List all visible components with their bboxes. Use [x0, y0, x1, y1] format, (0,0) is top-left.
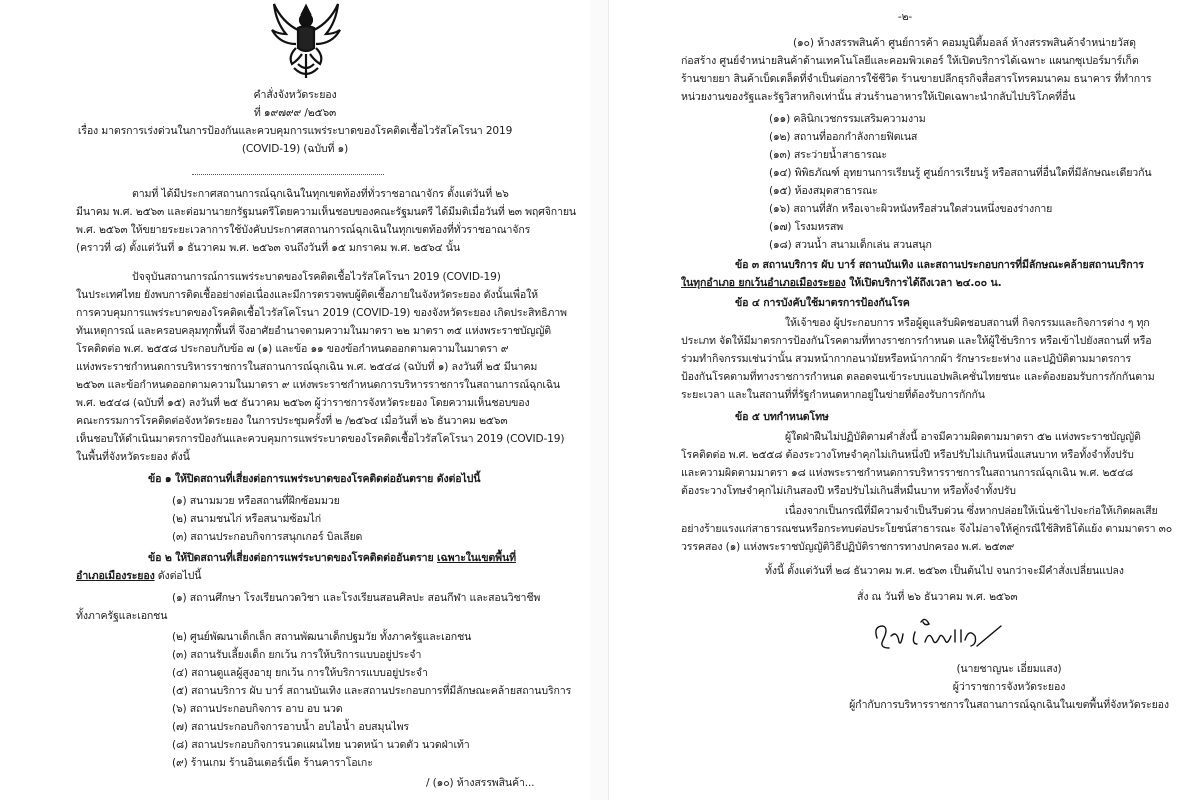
clause-2-item: (๒) ศูนย์พัฒนาเด็กเล็ก สถานพัฒนาเด็กปฐมวัย ทั้งภาครัฐและเอกชน [172, 631, 472, 643]
clause-4-line: ระยะเวลา และในสถานที่ที่รัฐกำหนดหากอยู่ในข่ายที่ต้องรับการกักกัน [681, 389, 985, 401]
order-number: ที่ ๑๙๗๙๙ /๒๕๖๓ [253, 107, 337, 119]
list-item: (๑๘) สวนน้ำ สนามเด็กเล่น สวนสนุก [769, 239, 932, 251]
list-item: (๑๔) พิพิธภัณฑ์ อุทยานการเรียนรู้ ศูนย์การเรียนรู้ หรือสถานที่อื่นใดที่มีลักษณะเดียวกัน [769, 167, 1152, 179]
para2-line: ในประเทศไทย ยังพบการติดเชื้ออย่างต่อเนื่องและมีการตรวจพบผู้ติดเชื้อภายในจังหวัดระยอง ดังนั้นเพื่อให้ [76, 289, 538, 301]
clause-1-item: (๑) สนามมวย หรือสถานที่ฝึกซ้อมมวย [172, 495, 340, 507]
clause-2-heading [148, 551, 516, 565]
para2-line: คณะกรรมการโรคติดต่อจังหวัดระยอง ในการประชุมครั้งที่ ๒ /๒๕๖๔ เมื่อวันที่ ๒๖ ธันวาคม ๒๕๖๓ [76, 415, 508, 427]
para1-line: มีนาคม พ.ศ. ๒๕๖๓ และต่อมานายกรัฐมนตรีโดยความเห็นชอบของคณะรัฐมนตรี ได้มีมติเมื่อวันที่ ๒๓ พฤศจิกายน [76, 206, 577, 218]
clause-2-item: (๘) สถานประกอบกิจการนวดแผนไทย นวดหน้า นวดตัว นวดฝ่าเท้า [172, 739, 470, 751]
para2-line: แห่งพระราชกำหนดการบริหารราชการในสถานการณ์ฉุกเฉิน พ.ศ. ๒๕๔๘ (ฉบับที่ ๑) ลงวันที่ ๒๕ มีนาคม [76, 361, 538, 373]
clause-2-heading-suffix: ดังต่อไปนี้ [154, 570, 202, 582]
clause-2-item: (๓) สถานรับเลี้ยงเด็ก ยกเว้น การให้บริการแบบอยู่ประจำ [172, 649, 422, 661]
clause-1-item: (๓) สถานประกอบกิจการสนุกเกอร์ บิลเลียด [172, 531, 363, 543]
item-10-line: (๑๐) ห้างสรรพสินค้า ศูนย์การค้า คอมมูนิตี้มอลล์ ห้างสรรพสินค้าจำหน่ายวัสดุ [793, 37, 1136, 49]
ordered-date: สั่ง ณ วันที่ ๒๖ ธันวาคม พ.ศ. ๒๕๖๓ [857, 591, 1018, 603]
list-item: (๑๗) โรงมหรสพ [769, 221, 844, 233]
clause-3-underlined: ในทุกอำเภอ ยกเว้นอำเภอเมืองระยอง [681, 277, 846, 289]
clause-1-heading: ข้อ ๑ ให้ปิดสถานที่เสี่ยงต่อการแพร่ระบาดของโรคติดต่ออันตราย ดังต่อไปนี้ [148, 473, 481, 485]
order-subject-line-2: (COVID-19) (ฉบับที่ ๑) [241, 143, 349, 155]
signatory-title: ผู้ว่าราชการจังหวัดระยอง [952, 681, 1066, 693]
list-item: (๑๒) สถานที่ออกกำลังกายฟิตเนส [769, 131, 918, 143]
clause-2-underlined-district: อำเภอเมืองระยอง [76, 570, 155, 582]
clause-5-line: โรคติดต่อ พ.ศ. ๒๕๕๘ ต้องระวางโทษจำคุกไม่เกินหนึ่งปี หรือปรับไม่เกินหนึ่งแสนบาท หรือทั้งจำทั้งปรับ [681, 449, 1134, 461]
clause-3-rest: ให้เปิดบริการได้ถึงเวลา ๒๔.๐๐ น. [845, 277, 1002, 289]
para2-line: ปัจจุบันสถานการณ์การแพร่ระบาดของโรคติดเชื้อไวรัสโคโรนา 2019 (COVID-19) [132, 271, 501, 283]
urgency-line: วรรคสอง (๑) แห่งพระราชบัญญัติวิธีปฏิบัติราชการทางปกครอง พ.ศ. ๒๕๓๙ [681, 541, 1015, 553]
item-10-line: หน่วยงานของรัฐและรัฐวิสาหกิจเท่านั้น ส่วนร้านอาหารให้เปิดเฉพาะนำกลับไปบริโภคที่อื่น [681, 91, 1076, 103]
clause-5-heading: ข้อ ๕ บทกำหนดโทษ [735, 411, 829, 423]
clause-2-item: (๔) สถานดูแลผู้สูงอายุ ยกเว้น การให้บริการแบบอยู่ประจำ [172, 667, 428, 679]
clause-5-line: ผู้ใดฝ่าฝืนไม่ปฏิบัติตามคำสั่งนี้ อาจมีความผิดตามมาตรา ๕๒ แห่งพระราชบัญญัติ [785, 431, 1141, 443]
clause-2-item-cont: ทั้งภาครัฐและเอกชน [76, 610, 168, 622]
page-1 [0, 0, 590, 800]
clause-2-heading-cont [76, 569, 201, 583]
clause-4-line: ให้เจ้าของ ผู้ประกอบการ หรือผู้ดูแลรับผิดชอบสถานที่ กิจกรรมและกิจการต่าง ๆ ทุก [785, 317, 1150, 329]
para2-line: พ.ศ. ๒๕๔๘ (ฉบับที่ ๑๕) ลงวันที่ ๒๕ ธันวาคม ๒๕๖๓ ผู้ว่าราชการจังหวัดระยอง โดยความเห็นชอบของ [76, 397, 530, 409]
clause-3-line2 [681, 276, 1001, 290]
signatory-name: (นายชาญนะ เอี่ยมแสง) [956, 663, 1062, 675]
signatory-title-2: ผู้กำกับการบริหารราชการในสถานการณ์ฉุกเฉินในเขตพื้นที่จังหวัดระยอง [849, 699, 1169, 711]
para1-line: ตามที่ ได้มีประกาศสถานการณ์ฉุกเฉินในทุกเขตท้องที่ทั่วราชอาณาจักร ตั้งแต่วันที่ ๒๖ [132, 188, 509, 200]
para2-line: การควบคุมการแพร่ระบาดของโรคติดเชื้อไวรัสโคโรนา 2019 (COVID-19) ของจังหวัดระยอง เกิดประสิทธิภาพ [76, 307, 567, 319]
page-continuation: / (๑๐) ห้างสรรพสินค้า... [426, 777, 535, 789]
header-divider [192, 174, 384, 175]
list-item: (๑๓) สระว่ายน้ำสาธารณะ [769, 149, 887, 161]
clause-5-line: และความผิดตามมาตรา ๑๘ แห่งพระราชกำหนดการบริหารราชการในสถานการณ์ฉุกเฉิน พ.ศ. ๒๕๔๘ [681, 467, 1134, 479]
item-10-line: ร้านขายยา สินค้าเบ็ดเตล็ดที่จำเป็นต่อการใช้ชีวิต ร้านขายปลีกธุรกิจสื่อสารโทรคมนาคม ธนาคาร ที่ทำการ [681, 73, 1152, 85]
clause-4-line: ประเภท จัดให้มีมาตรการป้องกันโรคตามที่ทางราชการกำหนด และให้ผู้ใช้บริการ หรือเข้าไปยังสถานที่ หรือ [681, 335, 1152, 347]
para2-line: ๒๕๖๓ และข้อกำหนดออกตามความในมาตรา ๙ แห่งพระราชกำหนดการบริหารราชการในสถานการณ์ฉุกเฉิน [76, 379, 560, 391]
para2-line: เห็นชอบให้ดำเนินมาตรการป้องกันและควบคุมการแพร่ระบาดของโรคติดเชื้อไวรัสโคโรนา 2019 (COVID-19) [76, 433, 565, 445]
list-item: (๑๖) สถานที่สัก หรือเจาะผิวหนังหรือส่วนใดส่วนหนึ่งของร่างกาย [769, 203, 1053, 215]
clause-2-underlined-area: เฉพาะในเขตพื้นที่ [437, 552, 516, 564]
clause-4-line: ร่วมทำกิจกรรมเช่นว่านั้น สวมหน้ากากอนามัยหรือหน้ากากผ้า รักษาระยะห่าง และปฏิบัติตามมาตรการ [681, 353, 1132, 365]
order-issuer: คำสั่งจังหวัดระยอง [253, 89, 337, 101]
clause-4-line: ป้องกันโรคตามที่ทางราชการกำหนด ตลอดจนเข้าระบบแอปพลิเคชั่นไทยชนะ และต้องยอมรับการกักกันตาม [681, 371, 1155, 383]
page-gutter [590, 0, 608, 800]
clause-5-line: ต้องระวางโทษจำคุกไม่เกินสองปี หรือปรับไม่เกินสี่หมื่นบาท หรือทั้งจำทั้งปรับ [681, 485, 1016, 497]
clause-4-heading: ข้อ ๔ การบังคับใช้มาตรการป้องกันโรค [735, 297, 910, 309]
clause-1-item: (๒) สนามชนไก่ หรือสนามซ้อมไก่ [172, 513, 322, 525]
clause-2-item: (๗) สถานประกอบกิจการอาบน้ำ อบไอน้ำ อบสมุนไพร [172, 721, 409, 733]
para2-line: โรคติดต่อ พ.ศ. ๒๕๕๘ ประกอบกับข้อ ๗ (๑) และข้อ ๑๑ ของข้อกำหนดออกตามความในมาตรา ๙ [76, 343, 509, 355]
para2-line: ในพื้นที่จังหวัดระยอง ดังนี้ [76, 451, 190, 463]
clause-2-item: (๕) สถานบริการ ผับ บาร์ สถานบันเทิง และสถานประกอบการที่มีลักษณะคล้ายสถานบริการ [172, 685, 572, 697]
clause-2-heading-text: ข้อ ๒ ให้ปิดสถานที่เสี่ยงต่อการแพร่ระบาดของโรคติดต่ออันตราย [148, 552, 438, 564]
signature-icon [869, 612, 1009, 656]
garuda-emblem-icon [268, 0, 344, 82]
effective-date: ทั้งนี้ ตั้งแต่วันที่ ๒๘ ธันวาคม พ.ศ. ๒๕๖๓ เป็นต้นไป จนกว่าจะมีคำสั่งเปลี่ยนแปลง [765, 565, 1124, 577]
urgency-line: อย่างร้ายแรงแก่สาธารณชนหรือกระทบต่อประโยชน์สาธารณะ จึงไม่อาจให้คู่กรณีใช้สิทธิโต้แย้ง ตามมาตรา ๓๐ [681, 523, 1173, 535]
clause-3-line: ข้อ ๓ สถานบริการ ผับ บาร์ สถานบันเทิง และสถานประกอบการที่มีลักษณะคล้ายสถานบริการ [735, 259, 1144, 271]
clause-2-item: (๙) ร้านเกม ร้านอินเตอร์เน็ต ร้านคาราโอเกะ [172, 757, 373, 769]
order-subject-line-1: เรื่อง มาตรการเร่งด่วนในการป้องกันและควบคุมการแพร่ระบาดของโรคติดเชื้อไวรัสโคโรนา 2019 [77, 125, 513, 137]
page-2 [608, 0, 1200, 800]
para1-line: พ.ศ. ๒๕๖๓ ให้ขยายระยะเวลาการใช้บังคับประกาศสถานการณ์ฉุกเฉินในทุกเขตท้องที่ทั่วราชอาณาจักร [76, 224, 531, 236]
clause-2-item: (๑) สถานศึกษา โรงเรียนกวดวิชา และโรงเรียนสอนศิลปะ สอนกีฬา และสอนวิชาชีพ [172, 592, 541, 604]
para1-line: (คราวที่ ๘) ตั้งแต่วันที่ ๑ ธันวาคม พ.ศ. ๒๕๖๓ จนถึงวันที่ ๑๕ มกราคม พ.ศ. ๒๕๖๔ นั้น [76, 242, 460, 254]
list-item: (๑๑) คลินิกเวชกรรมเสริมความงาม [769, 113, 926, 125]
urgency-line: เนื่องจากเป็นกรณีที่มีความจำเป็นรีบด่วน ซึ่งหากปล่อยให้เนิ่นช้าไปจะก่อให้เกิดผลเสีย [785, 505, 1158, 517]
item-10-line: ก่อสร้าง ศูนย์จำหน่ายสินค้าด้านเทคโนโลยีและคอมพิวเตอร์ ให้เปิดบริการได้เฉพาะ แผนกซุเปอร์มาร์เก็ต [681, 55, 1139, 67]
para2-line: ทันเหตุการณ์ และครอบคลุมทุกพื้นที่ จึงอาศัยอำนาจตามความในมาตรา ๒๒ มาตรา ๓๕ แห่งพระราชบัญญัติ [76, 325, 551, 337]
list-item: (๑๕) ห้องสมุดสาธารณะ [769, 185, 878, 197]
clause-2-item: (๖) สถานประกอบกิจการ อาบ อบ นวด [172, 703, 343, 715]
page-number: -๒- [897, 11, 913, 23]
